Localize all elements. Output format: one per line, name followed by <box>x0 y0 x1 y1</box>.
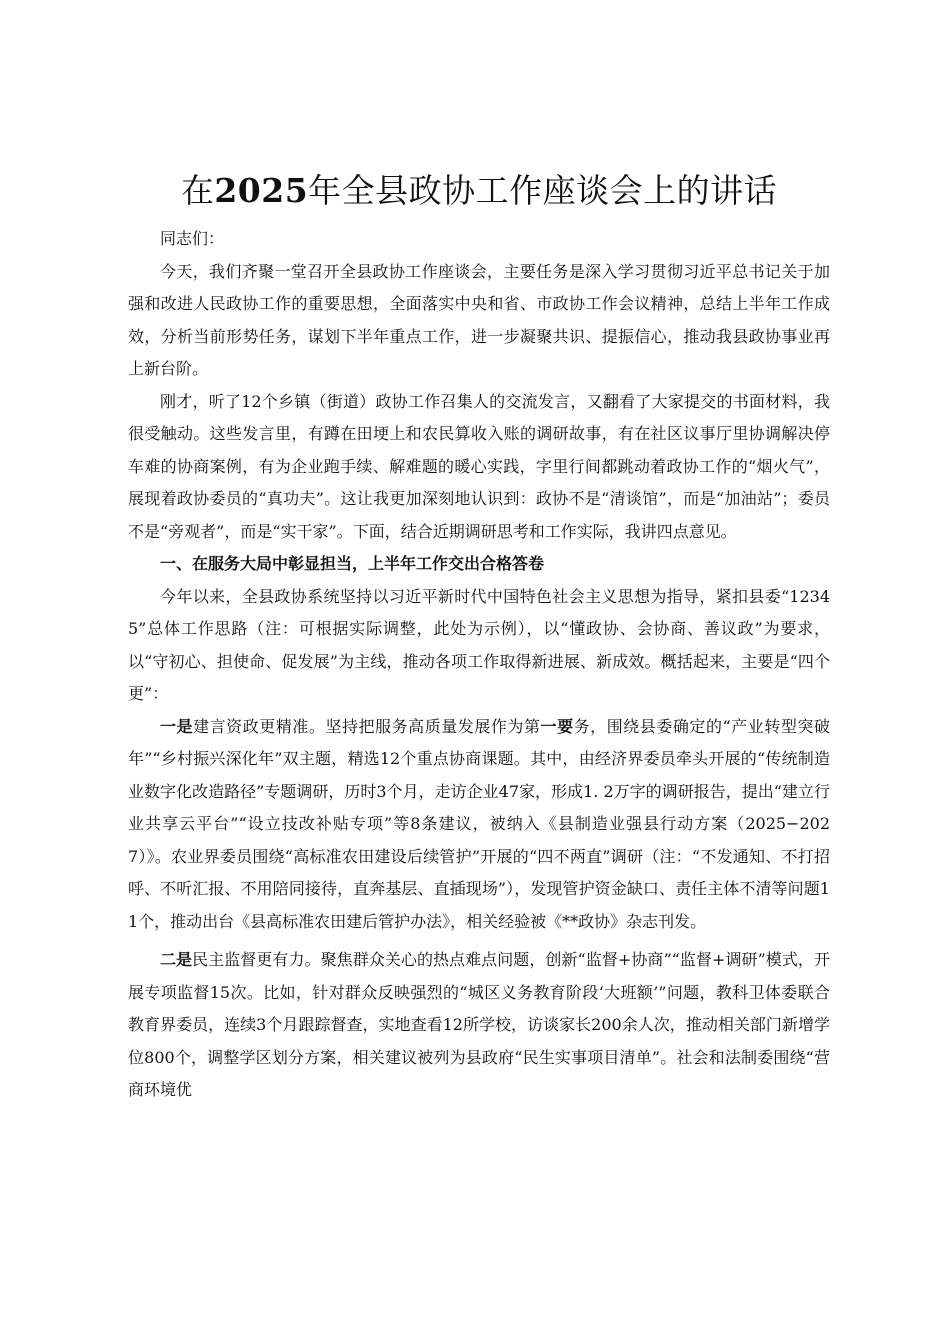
document-title <box>128 165 830 217</box>
item-1-text-a: 建言资政更精准。坚持把服务高质量发展作为第 <box>193 716 541 736</box>
item-1-lead: 一是 <box>160 716 194 736</box>
item-1-bold-mid: 一要 <box>540 716 574 736</box>
document-page <box>128 165 830 1107</box>
item-2-text: 民主监督更有力。聚焦群众关心的热点难点问题，创新“监督+协商”“监督+调研”模式，开展专项监督15次。比如，针对群众反映强烈的“城区义务教育阶段‘大班额’”问题，教科卫体委联合教育界委员，连续3个月跟踪督查，实地查看12所学校，访谈家长200余人次，推动相关部门新增学位800个，调整学区划分方案，相关建议被列为县政府“民生实事项目清单”。社会和法制委围绕“营商环境优 <box>128 950 830 1099</box>
item-2-paragraph <box>128 944 830 1107</box>
title-suffix: 年全县政协工作座谈会上的讲话 <box>308 171 778 210</box>
item-2-lead: 二是 <box>160 950 193 969</box>
salutation: 同志们： <box>160 229 225 248</box>
item-1-text-b: 务，围绕县委确定的“产业转型突破年”“乡村振兴深化年”双主题，精选12个重点协商课题。其中，由经济界委员牵头开展的“传统制造业数字化改造路径”专题调研，历时3个月，走访企业47家，形成1. 2万字的调研报告，提出“建立行业共享云平台”“设立技改补贴专项”等8条建议，被纳入《县制造业强县行动方案（2025−2027）》。农业界委员围绕“高标准农田建设后续管护”开展的“四不两直”调研（注：“不发通知、不打招呼、不听汇报、不用陪同接待，直奔基层、直插现场”），发现管护资金缺口、责任主体不清等问题11个，推动出台《县高标准农田建后管护办法》，相关经验被《**政协》杂志刊发。 <box>128 716 830 931</box>
item-1-paragraph <box>128 711 830 939</box>
paragraph-opening: 今天，我们齐聚一堂召开全县政协工作座谈会，主要任务是深入学习贯彻习近平总书记关于加强和改进人民政协工作的重要思想，全面落实中央和省、市政协工作会议精神，总结上半年工作成效，分析当前形势任务，谋划下半年重点工作，进一步凝聚共识、提振信心，推动我县政协事业再上新台阶。 <box>128 261 830 378</box>
title-year: 2025 <box>214 171 309 210</box>
section-1-intro: 今年以来，全县政协系统坚持以习近平新时代中国特色社会主义思想为指导，紧扣县委“12345”总体工作思路（注：可根据实际调整，此处为示例），以“懂政协、会协商、善议政”为要求，以“守初心、担使命、促发展”为主线，推动各项工作取得新进展、新成效。概括起来，主要是“四个更”： <box>128 586 830 703</box>
section-heading-1: 一、在服务大局中彰显担当，上半年工作交出合格答卷 <box>160 554 545 573</box>
title-prefix: 在 <box>180 171 215 210</box>
paragraph-reflection: 刚才，听了12个乡镇（街道）政协工作召集人的交流发言，又翻看了大家提交的书面材料，我很受触动。这些发言里，有蹲在田埂上和农民算收入账的调研故事，有在社区议事厅里协调解决停车难的协商案例，有为企业跑手续、解难题的暖心实践，字里行间都跳动着政协工作的“烟火气”，展现着政协委员的“真功夫”。这让我更加深刻地认识到：政协不是“清谈馆”，而是“加油站”；委员不是“旁观者”，而是“实干家”。下面，结合近期调研思考和工作实际，我讲四点意见。 <box>128 391 830 541</box>
